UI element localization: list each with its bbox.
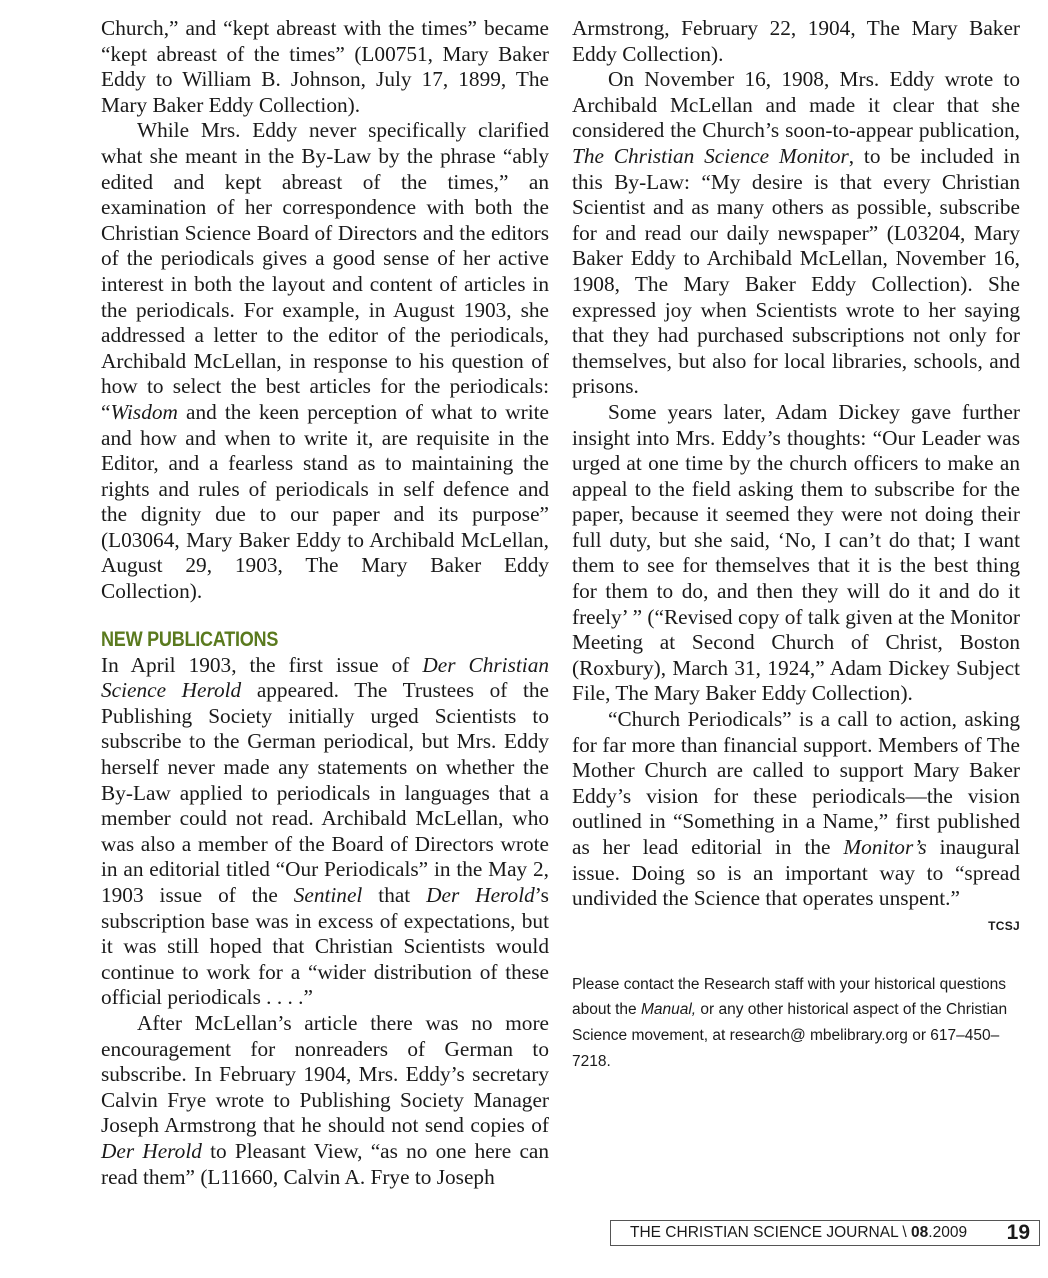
journal-issue-label [630, 1224, 967, 1242]
italic-text: Der Herold [101, 1138, 202, 1163]
italic-text: Monitor’s [843, 835, 927, 859]
paragraph [101, 653, 549, 1011]
paragraph-text: and the keen perception of what to write and how and when to write it, are requisite in the Editor, and a fearless stand as to maintaining the rights and rules of periodicals in self defence and the dignity due to our paper and its purpose” (L03064, Mary Baker Eddy to Archibald McLellan, August 29, 1903, The Mary Baker Eddy Collection). [101, 399, 549, 604]
issue-year: .2009 [928, 1224, 968, 1241]
paragraph: Armstrong, February 22, 1904, The Mary Baker Eddy Collection). [572, 16, 1020, 66]
italic-text: Sentinel [293, 883, 363, 907]
paragraph-text: to Pleasant View, “as no one here can read them” (L11660, Calvin A. Frye to Joseph [101, 1138, 549, 1189]
paragraph: Church,” and “kept abreast with the times” became “kept abreast of the times” (L00751, Mary Baker Eddy to William B. Johnson, July 17, 1899, The Mary Baker Eddy Collection). [101, 16, 549, 117]
paragraph [101, 1011, 549, 1190]
italic-text: Manual, [640, 1001, 697, 1019]
italic-text: The Christian Science Monitor [572, 143, 849, 168]
paragraph-text: inaugural issue. Doing so is an important way to “spread undivided the Science that operates unspent.” [572, 835, 1020, 911]
paragraph-text: that [362, 883, 427, 907]
right-column [572, 16, 1020, 1074]
paragraph: Some years later, Adam Dickey gave further insight into Mrs. Eddy’s thoughts: “Our Leader was urged at one time by the church officers to make an appeal to the field asking them to subscribe for the paper, because it seemed they were not doing their full duty, but she said, ‘No, I can’t do that; I want them to see for themselves that it is the best thing for them to do, and then they will do it and do it freely’ ” (“Revised copy of talk given at the Monitor Meeting at Second Church of Christ, Boston (Roxbury), March 31, 1924,” Adam Dickey Subject File, The Mary Baker Eddy Collection). [572, 399, 1020, 706]
paragraph-text: “Church Periodicals” is a call to action, asking for far more than financial support. Members of The Mother Church are called to support Mary Baker Eddy’s vision for these periodicals—the vision outlined in “Something in a Name,” first published as her lead editorial in the [572, 707, 1020, 859]
article-signature: TCSJ [988, 918, 1020, 933]
left-column [101, 16, 549, 1190]
issue-month: 08 [911, 1224, 929, 1241]
paragraph [101, 118, 549, 604]
italic-text: Der Herold [426, 883, 535, 907]
page-number: 19 [1006, 1221, 1030, 1244]
italic-text: Wisdom [110, 399, 178, 424]
research-contact-note [572, 972, 1020, 1074]
italic-text: Der Christian Science Herold [101, 652, 549, 703]
page-footer [610, 1220, 1040, 1246]
paragraph-text: , to be included in this By-Law: “My desire is that every Christian Scientist and as many others as possible, subscribe for and read our daily newspaper” (L03204, Mary Baker Eddy to Archibald McLellan, November 16, 1908, The Mary Baker Eddy Collection). She expressed joy when Scientists wrote to her saying that they had purchased subscriptions not only for themselves, but also for local libraries, schools, and prisons. [572, 143, 1020, 399]
paragraph [572, 67, 1020, 400]
paragraph [572, 707, 1020, 912]
paragraph-text: appeared. The Trustees of the Publishing Society initially urged Scientists to subscribe to the German periodical, but Mrs. Eddy herself never made any statements on whether the By-Law applied to periodicals in languages that a member could not read. Archibald McLellan, who was also a member of the Board of Directors wrote in an editorial titled “Our Periodicals” in the May 2, 1903 issue of the [101, 678, 549, 907]
paragraph-text: After McLellan’s article there was no more encouragement for nonreaders of German to subscribe. In February 1904, Mrs. Eddy’s secretary Calvin Frye wrote to Publishing Society Manager Joseph Armstrong that he should not send copies of [101, 1010, 549, 1138]
note-text: or any other historical aspect of the Christian Science movement, at research@ mbelibrary.org or 617–450–7218. [572, 1001, 1008, 1070]
note-text: Please contact the Research staff with your historical questions about the [572, 975, 1006, 1019]
section-heading: NEW PUBLICATIONS [101, 627, 279, 651]
paragraph-text: While Mrs. Eddy never specifically clarified what she meant in the By-Law by the phrase “ably edited and kept abreast of the times,” an examination of her correspondence with both the Christian Science Board of Directors and the editors of the periodicals gives a good sense of her active interest in both the layout and content of articles in the periodicals. For example, in August 1903, she addressed a letter to the editor of the periodicals, Archibald McLellan, in response to his question of how to select the best articles for the periodicals: “ [101, 118, 549, 424]
paragraph-text: On November 16, 1908, Mrs. Eddy wrote to Archibald McLellan and made it clear that she considered the Church’s soon-to-appear publication, [572, 67, 1020, 143]
paragraph-text: In April 1903, the first issue of [101, 652, 423, 677]
paragraph-text: ’s subscription base was in excess of expectations, but it was still hoped that Christian Scientists would continue to work for a “wider distribution of these official periodicals . . . .” [101, 883, 549, 1010]
journal-name: THE CHRISTIAN SCIENCE JOURNAL \ [630, 1224, 912, 1241]
